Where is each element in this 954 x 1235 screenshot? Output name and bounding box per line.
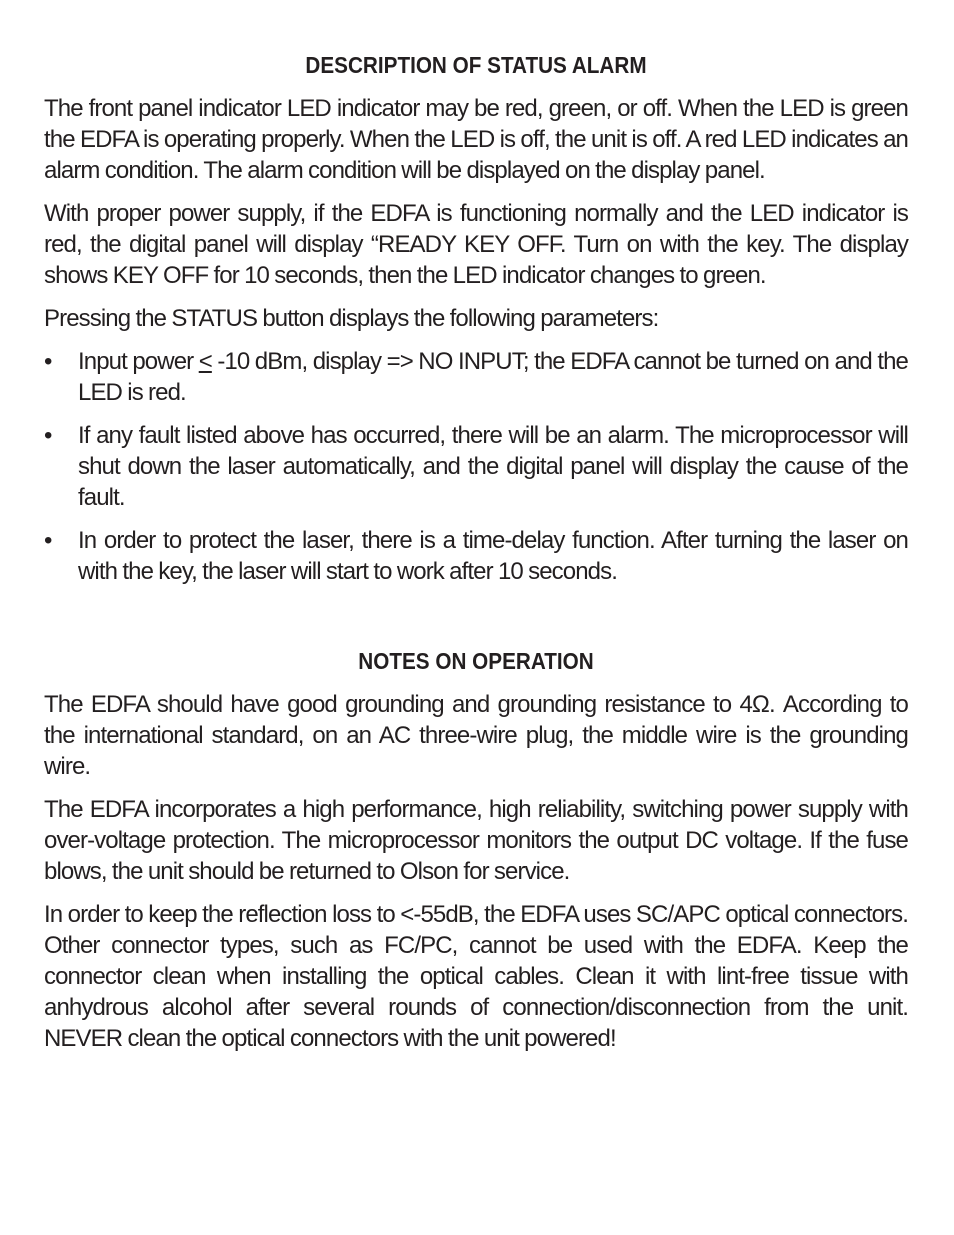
list-item <box>44 346 908 408</box>
led-description-paragraph: The front panel indicator LED indicator may be red, green, or off. When the LED is green the EDFA is operating properly. When the LED is off, the unit is off. A red LED indicates an alarm condition. The alarm condition will be displayed on the display panel. <box>44 95 908 184</box>
bullet-text: If any fault listed above has occurred, there will be an alarm. The microprocessor will shut down the laser automatically, and the digital panel will display the cause of the fault. <box>78 422 908 511</box>
connector-cleaning-paragraph: In order to keep the reflection loss to <-55dB, the EDFA uses SC/APC optical connectors. Other connector types, such as FC/PC, cannot be used with the EDFA. Keep the connector clean when installing the optical cables. Clean it with lint-free tissue with anhydrous alcohol after several rounds of connection/disconnection from the unit. NEVER clean the optical connectors with the unit powered! <box>44 901 908 1052</box>
bullet-text-suffix: -10 dBm, display => NO INPUT; the EDFA cannot be turned on and the LED is red. <box>78 348 908 406</box>
bullet-marker: • <box>44 527 52 554</box>
section-spacer <box>44 599 908 646</box>
power-supply-protection-paragraph: The EDFA incorporates a high performance, high reliability, switching power supply with over-voltage protection. The microprocessor monitors the output DC voltage. If the fuse blows, the unit should be returned to Olson for service. <box>44 796 908 885</box>
bullet-text: In order to protect the laser, there is a time-delay function. After turning the laser on with the key, the laser will start to work after 10 seconds. <box>78 527 908 585</box>
bullet-marker: • <box>44 348 52 375</box>
grounding-paragraph: The EDFA should have good grounding and grounding resistance to 4Ω. According to the international standard, on an AC three-wire plug, the middle wire is the grounding wire. <box>44 691 908 780</box>
power-supply-paragraph: With proper power supply, if the EDFA is functioning normally and the LED indicator is red, the digital panel will display “READY KEY OFF. Turn on with the key. The display shows KEY OFF for 10 seconds, then the LED indicator changes to green. <box>44 200 908 289</box>
bullet-text-prefix: Input power <box>78 348 199 375</box>
status-button-paragraph: Pressing the STATUS button displays the following parameters: <box>44 305 659 332</box>
list-item <box>44 525 908 587</box>
notes-on-operation-heading: NOTES ON OPERATION <box>358 648 594 674</box>
status-alarm-heading: DESCRIPTION OF STATUS ALARM <box>305 52 647 78</box>
document-page <box>44 50 908 1066</box>
status-parameter-list <box>44 346 908 587</box>
less-or-equal-symbol: < <box>198 348 212 375</box>
list-item <box>44 420 908 513</box>
bullet-marker: • <box>44 422 52 449</box>
